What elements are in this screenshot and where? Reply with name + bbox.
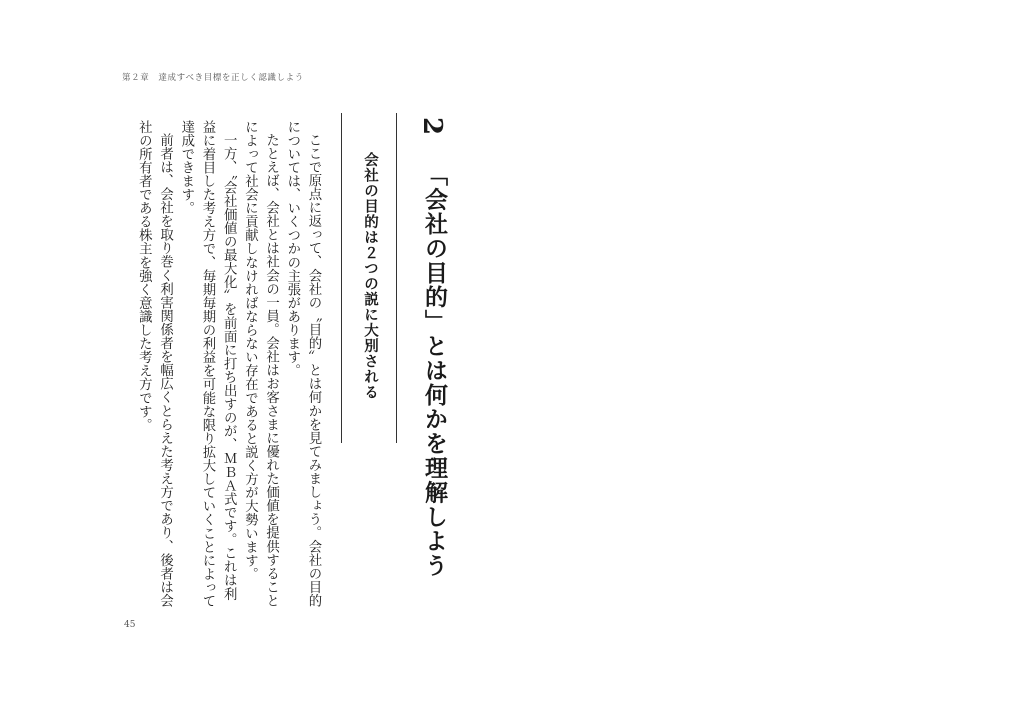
heading-rule-left [341,113,342,443]
body-paragraph-2: たとえば、会社とは社会の一員。会社はお客さまに優れた価値を提供することによって社会に貢献しなければならない存在であると説く方が大勢います。 [242,120,279,608]
body-paragraph-1: ここで原点に返って、会社の〝目的〟とは何かを見てみましょう。会社の目的については、いくつかの主張があります。 [284,120,321,608]
page-number: 45 [124,620,136,630]
section-number: 2 [417,117,447,136]
body-text [133,120,324,610]
subsection-title: 会社の目的は２つの説に大別される [362,152,379,400]
running-header: 第２章 達成すべき目標を正しく認識しよう [122,73,304,83]
section-title: 「会社の目的」とは何かを理解しよう [421,163,448,578]
body-paragraph-3: 一方、〝会社価値の最大化〟を前面に打ち出すのが、ＭＢＡ式です。これは利益に着目した考え方で、毎期毎期の利益を可能な限り拡大していくことによって達成できます。 [178,120,237,608]
body-paragraph-4: 前者は、会社を取り巻く利害関係者を幅広くとらえた考え方であり、後者は会社の所有者である株主を強く意識した考え方です。 [136,120,173,608]
heading-rule-right [396,113,397,443]
